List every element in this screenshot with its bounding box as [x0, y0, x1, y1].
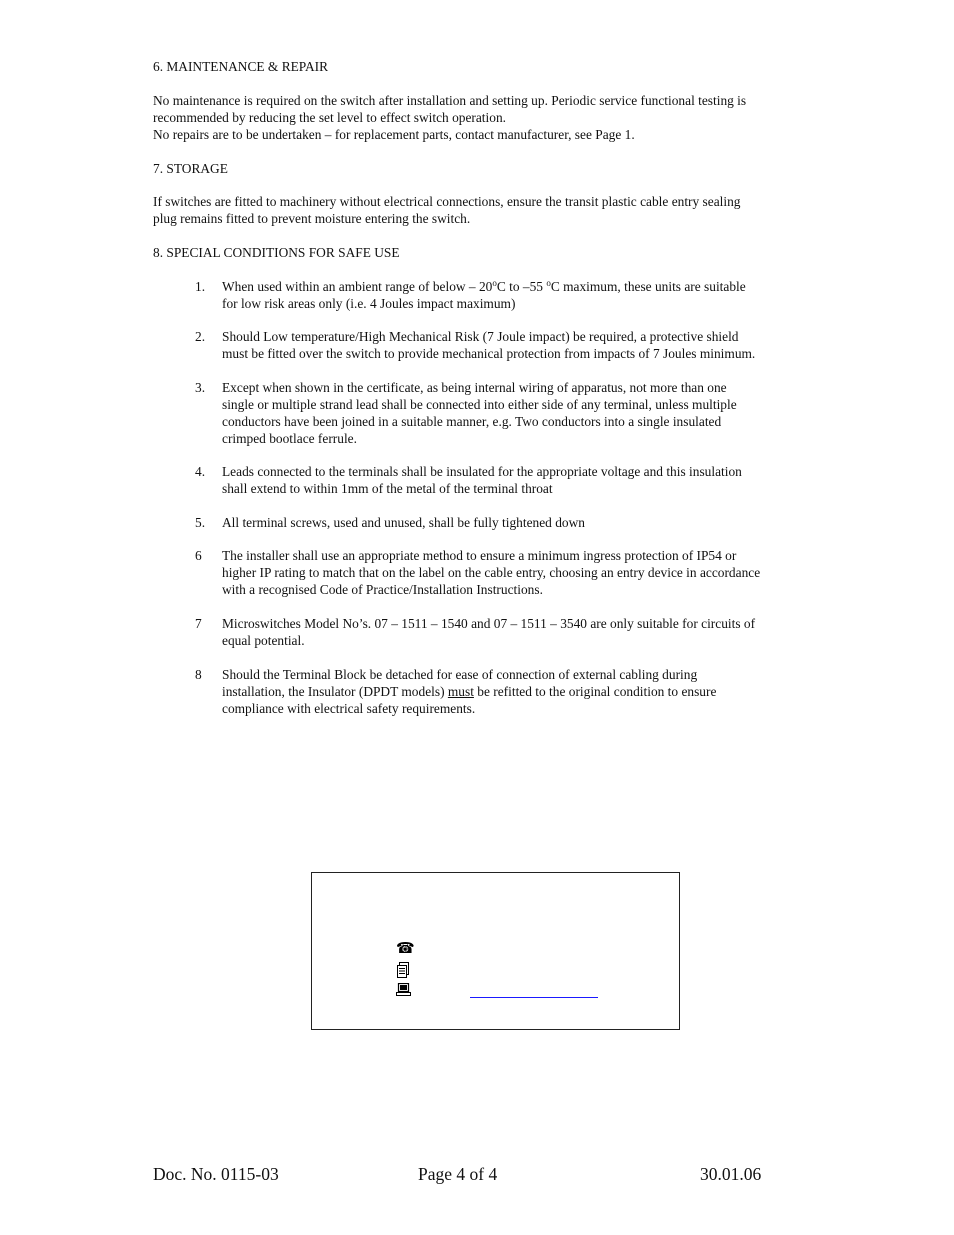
text-line: If switches are fitted to machinery without electrical connections, ensure the transit plastic cable entry sealing: [153, 194, 741, 209]
footer-page-number: Page 4 of 4: [418, 1164, 498, 1184]
text-line: with a recognised Code of Practice/Installation Instructions.: [222, 582, 543, 597]
telephone-icon: ☎: [396, 939, 415, 957]
storage-heading: 7. STORAGE: [153, 161, 228, 176]
text-line: plug remains fitted to prevent moisture entering the switch.: [153, 211, 471, 226]
computer-icon-graphic: [396, 983, 411, 996]
text-line: Should Low temperature/High Mechanical Risk (7 Joule impact) be required, a protective shield: [222, 329, 739, 344]
text-line: single or multiple strand lead shall be connected into either side of any terminal, unless multiple: [222, 397, 737, 412]
maintenance-heading: 6. MAINTENANCE & REPAIR: [153, 59, 329, 74]
list-item-number: 6: [195, 548, 202, 563]
maintenance-paragraph: [153, 92, 823, 143]
text-line: Except when shown in the certificate, as being internal wiring of apparatus, not more than one: [222, 380, 727, 395]
footer-date: 30.01.06: [700, 1164, 762, 1184]
text-line: equal potential.: [222, 633, 305, 648]
text-line: compliance with electrical safety requirements.: [222, 701, 476, 716]
contact-box: [311, 872, 680, 1030]
list-item: [222, 278, 822, 312]
list-item: [222, 463, 822, 497]
text-line: crimped bootlace ferrule.: [222, 431, 357, 446]
text-line: When used within an ambient range of below – 20$^o$C to –55 $^o$C maximum, these units are suitable: [222, 278, 746, 294]
list-item-number: 5.: [195, 515, 206, 530]
list-item-number: 7: [195, 616, 202, 631]
text-line: All terminal screws, used and unused, shall be fully tightened down: [222, 515, 585, 530]
footer-doc-number: Doc. No. 0115-03: [153, 1164, 279, 1184]
list-item: [222, 615, 822, 649]
emphasis-must: must: [447, 684, 474, 699]
text-line: must be fitted over the switch to provide mechanical protection from impacts of 7 Joules minimum.: [222, 346, 756, 361]
special-conditions-heading: 8. SPECIAL CONDITIONS FOR SAFE USE: [153, 245, 400, 260]
list-item-number: 1.: [195, 279, 206, 294]
text-line: higher IP rating to match that on the label on the cable entry, choosing an entry device in accordance: [222, 565, 761, 580]
text-line: conductors have been joined in a suitable manner, e.g. Two conductors into a single insulated: [222, 414, 722, 429]
list-item-number: 4.: [195, 464, 206, 479]
text-line: Leads connected to the terminals shall be insulated for the appropriate voltage and this insulation: [222, 464, 742, 479]
text-line: No repairs are to be undertaken – for replacement parts, contact manufacturer, see Page 1.: [153, 127, 635, 142]
list-item: [222, 379, 822, 447]
list-item-number: 8: [195, 667, 202, 682]
fax-icon: [396, 962, 410, 982]
text-line: Should the Terminal Block be detached for ease of connection of external cabling during: [222, 667, 698, 682]
list-item: [222, 547, 822, 598]
text-line: Microswitches Model No’s. 07 – 1511 – 1540 and 07 – 1511 – 3540 are only suitable for circuits of: [222, 616, 756, 631]
text-line: The installer shall use an appropriate method to ensure a minimum ingress protection of IP54 or: [222, 548, 737, 563]
text-line: shall extend to within 1mm of the metal of the terminal throat: [222, 481, 553, 496]
text-line: No maintenance is required on the switch after installation and setting up. Periodic service functional testing is: [153, 93, 747, 108]
list-item-number: 2.: [195, 329, 206, 344]
computer-icon: [396, 983, 411, 999]
list-item: [222, 328, 822, 362]
text-line: for low risk areas only (i.e. 4 Joules impact maximum): [222, 296, 516, 311]
list-item: [222, 514, 822, 531]
text-line: recommended by reducing the set level to effect switch operation.: [153, 110, 506, 125]
list-item: [222, 666, 822, 717]
text-line: installation, the Insulator (DPDT models) must be refitted to the original condition to ensure: [222, 684, 717, 699]
storage-paragraph: [153, 193, 823, 227]
list-item-number: 3.: [195, 380, 206, 395]
website-link[interactable]: [470, 997, 598, 998]
fax-icon-graphic: [396, 962, 410, 979]
